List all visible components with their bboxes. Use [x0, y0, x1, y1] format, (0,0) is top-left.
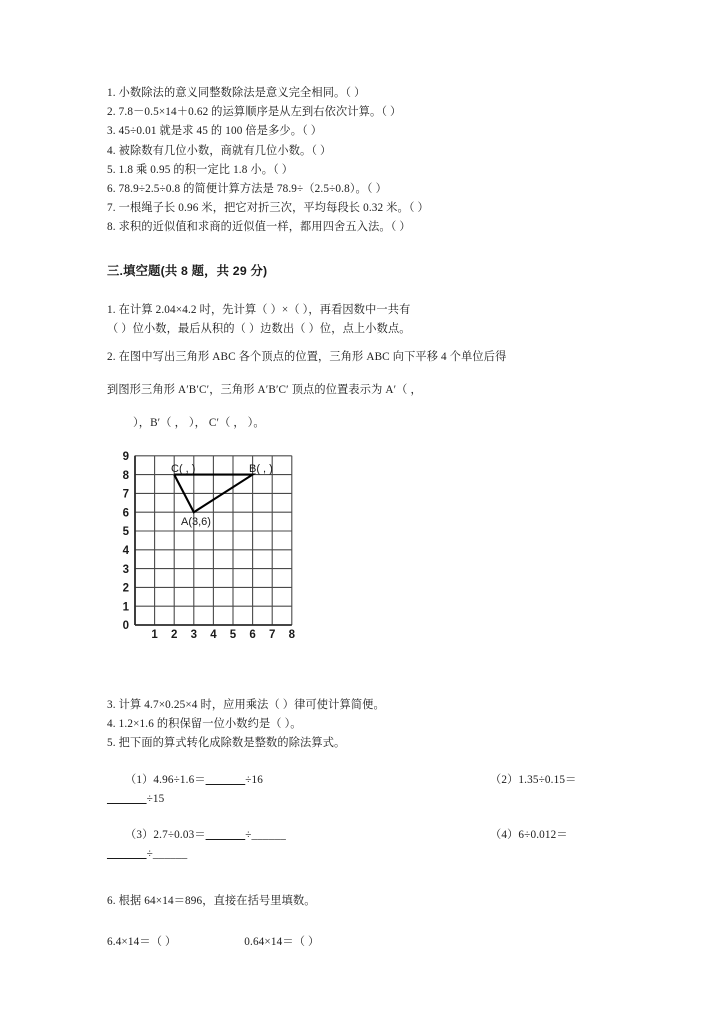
y-tick-1: 1: [122, 601, 129, 614]
x-tick-8: 8: [288, 629, 296, 641]
true-false-list: [107, 84, 557, 238]
question-2-line-1: 2. 在图中写出三角形 ABC 各个顶点的位置，三角形 ABC 向下平移 4 个单位后得: [107, 351, 507, 364]
tf-item-1: 1. 小数除法的意义同整数除法是意义完全相同。（ ）: [107, 87, 366, 99]
question-4: 4. 1.2×1.6 的积保留一位小数约是（ ）。: [107, 718, 302, 731]
vertex-label-b: B( , ): [249, 463, 273, 475]
grid-lines: [135, 456, 292, 625]
sub-item-2-expr: 1.35÷0.15＝: [518, 773, 577, 786]
question-6: 6. 根据 64×14＝896，直接在括号里填数。: [107, 895, 316, 908]
tf-item-6: 6. 78.9÷2.5÷0.8 的简便计算方法是 78.9÷（2.5÷0.8）。（ ）: [107, 183, 387, 196]
question-6-item-a: 6.4×14＝（ ）: [107, 935, 177, 948]
question-3: 3. 计算 4.7×0.25×4 时，应用乘法（ ）律可使计算简便。: [107, 699, 385, 712]
question-2-line-3: ），B′（ ， ）， C′（ ， ）。: [133, 417, 265, 430]
row-2-cont-tail: ÷______: [146, 848, 188, 861]
question-5-row-1-continuation: [107, 790, 557, 809]
sub-item-3-blank: ______: [205, 829, 246, 842]
question-6-item-b: 0.64×14＝（ ）: [244, 935, 320, 948]
sub-item-1-blank: ______: [205, 773, 246, 786]
sub-item-4: [490, 826, 568, 845]
y-tick-0: 0: [122, 620, 129, 633]
x-tick-6: 6: [249, 629, 256, 641]
tf-item-3: 3. 45÷0.01 就是求 45 的 100 倍是多少。（ ）: [107, 125, 323, 138]
sub-item-4-expr: 6÷0.012＝: [518, 829, 568, 842]
sub-item-3-tail: ÷______: [245, 829, 286, 842]
sub-item-4-label: （4）: [490, 829, 519, 842]
question-1-line-2: （ ）位小数，最后从积的（ ）边数出（ ）位，点上小数点。: [107, 322, 411, 335]
x-tick-4: 4: [210, 629, 217, 641]
x-axis-labels: [151, 629, 295, 641]
y-axis-labels: [123, 451, 130, 632]
coordinate-grid-figure: [113, 437, 313, 642]
tf-item-8: 8. 求积的近似值和求商的近似值一样，都用四舍五入法。（ ）: [107, 221, 411, 234]
vertex-label-a: A(3,6): [181, 516, 211, 528]
sub-item-2-label: （2）: [490, 773, 519, 786]
question-5-row-1: [107, 771, 577, 809]
sub-item-3-label: （3）: [125, 829, 154, 842]
coordinate-grid-svg: [113, 437, 313, 642]
vertex-label-c: C( , ): [171, 463, 196, 475]
y-tick-9: 9: [122, 451, 129, 463]
x-tick-3: 3: [190, 629, 198, 641]
sub-item-2: [490, 771, 576, 790]
question-6-row: [107, 933, 557, 952]
question-5-row-2: [107, 826, 568, 864]
row-1-cont-tail: ÷15: [146, 792, 165, 805]
row-2-cont-blank: ______: [107, 848, 147, 861]
section-heading-fill-in-blank: 三.填空题(共 8 题，共 29 分): [107, 263, 268, 278]
sub-item-3-expr: 2.7÷0.03＝: [153, 829, 206, 842]
sub-item-1-expr: 4.96÷1.6＝: [153, 773, 206, 786]
x-tick-2: 2: [170, 629, 178, 641]
y-tick-2: 2: [122, 582, 129, 595]
y-tick-7: 7: [122, 488, 129, 501]
tf-item-2: 2. 7.8－0.5×14＋0.62 的运算顺序是从左到右依次计算。（ ）: [107, 106, 402, 119]
tf-item-7: 7. 一根绳子长 0.96 米，把它对折三次，平均每段长 0.32 米。（ ）: [107, 202, 429, 215]
x-tick-7: 7: [268, 629, 276, 641]
x-tick-5: 5: [229, 629, 237, 641]
sub-item-3: [107, 826, 286, 845]
y-tick-5: 5: [122, 526, 129, 539]
y-tick-4: 4: [122, 545, 129, 557]
row-1-cont-blank: ______: [107, 792, 147, 805]
y-tick-6: 6: [122, 507, 129, 520]
sub-item-1: [107, 771, 263, 790]
question-5-row-2-continuation: [107, 845, 557, 864]
question-2-line-2: 到图形三角形 A′B′C′，三角形 A′B′C′ 顶点的位置表示为 A′（ ，: [107, 384, 422, 397]
question-5: 5. 把下面的算式转化成除数是整数的除法算式。: [107, 737, 346, 750]
tf-item-5: 5. 1.8 乘 0.95 的积一定比 1.8 小。（ ）: [107, 163, 294, 176]
sub-item-1-label: （1）: [125, 773, 154, 786]
y-tick-3: 3: [122, 563, 129, 576]
question-1-line-1: 1. 在计算 2.04×4.2 吋，先计算（ ）×（ ），再看因数中一共有: [107, 303, 411, 316]
sub-item-1-tail: ÷16: [245, 773, 264, 786]
x-tick-1: 1: [151, 629, 158, 641]
tf-item-4: 4. 被除数有几位小数，商就有几位小数。（ ）: [107, 144, 332, 157]
y-tick-8: 8: [122, 469, 129, 482]
